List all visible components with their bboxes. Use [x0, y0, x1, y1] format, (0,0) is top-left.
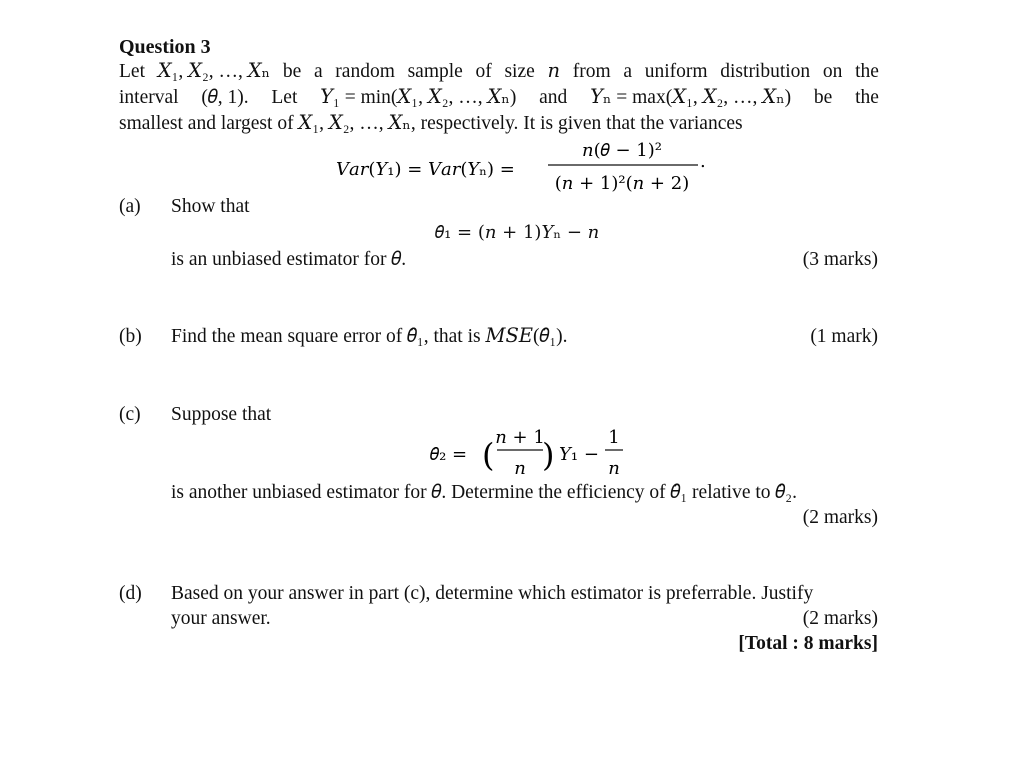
part-c-text: Suppose that [171, 404, 272, 425]
frac1-denominator: 𝑛 [514, 458, 526, 479]
part-b-text: Find the mean square error of 𝜃̂₁, that is 𝑀𝑆𝐸(𝜃̂₁). [171, 326, 568, 347]
intro-word: on [822, 61, 843, 82]
intro-word: size [504, 61, 535, 82]
variance-numerator: 𝑛(𝜃 − 1)² [582, 140, 662, 161]
frac2-numerator: 1 [608, 427, 620, 448]
part-a-marks: (3 marks) [802, 249, 878, 270]
frac1-numerator: 𝑛 + 1 [495, 427, 545, 448]
total-marks: [Total : 8 marks] [738, 633, 878, 654]
intro-word: sample [407, 61, 463, 82]
part-a-label: (a) [119, 196, 141, 217]
intro-word: and [539, 87, 568, 108]
intro-word: random [335, 61, 395, 82]
variance-lhs: 𝑉𝑎𝑟(𝑌₁) = 𝑉𝑎𝑟(𝑌ₙ) = [336, 159, 515, 180]
intro-line-2 [119, 88, 879, 108]
part-a-followup: is an unbiased estimator for 𝜃. [171, 249, 407, 270]
intro-word: the [855, 87, 879, 108]
part-b-marks: (1 mark) [810, 326, 878, 347]
part-d-line-1: Based on your answer in part (c), determine which estimator is preferrable. Justify [171, 583, 814, 604]
theta2-lhs: 𝜃̂₂ = [430, 444, 468, 465]
intro-word: a [623, 61, 633, 82]
intro-line-3: smallest and largest of 𝑋₁, 𝑋₂, …, 𝑋ₙ, respectively. It is given that the variances [119, 113, 743, 134]
intro-word: (𝜃, 1). [201, 87, 249, 108]
part-a-text: Show that [171, 196, 250, 217]
intro-word: be [282, 61, 302, 82]
part-c-followup: is another unbiased estimator for 𝜃. Determine the efficiency of 𝜃̂₁ relative to 𝜃̂₂. [171, 482, 797, 503]
theta2-formula [425, 424, 640, 482]
right-paren: ) [542, 436, 555, 474]
intro-word: from [572, 61, 611, 82]
intro-word: Let [119, 61, 145, 82]
part-d-label: (d) [119, 583, 142, 604]
variance-trail: . [700, 151, 706, 172]
part-c-label: (c) [119, 404, 141, 425]
intro-word: a [313, 61, 323, 82]
intro-word: 𝑌ₙ = max(𝑋₁, 𝑋₂, …, 𝑋ₙ) [590, 87, 792, 108]
intro-word: interval [119, 87, 179, 108]
theta2-mid: 𝑌₁ − [559, 444, 599, 465]
intro-word: 𝑛 [547, 61, 561, 82]
part-b-label: (b) [119, 326, 142, 347]
intro-word: distribution [720, 61, 811, 82]
variance-formula [330, 137, 720, 195]
variance-denominator: (𝑛 + 1)²(𝑛 + 2) [554, 173, 690, 194]
part-c-marks: (2 marks) [802, 507, 878, 528]
intro-word: the [855, 61, 879, 82]
part-a-equation: 𝜃̂₁ = (𝑛 + 1)𝑌ₙ − 𝑛 [435, 222, 600, 243]
intro-line-1 [119, 62, 879, 82]
intro-word: Let [271, 87, 298, 108]
frac2-denominator: 𝑛 [608, 458, 620, 479]
intro-word: be [813, 87, 833, 108]
part-d-line-2: your answer. [171, 608, 271, 629]
part-d-marks: (2 marks) [802, 608, 878, 629]
intro-word: of [475, 61, 492, 82]
intro-word: 𝑌₁ = min(𝑋₁, 𝑋₂, …, 𝑋ₙ) [320, 87, 517, 108]
left-paren: ( [482, 436, 495, 474]
intro-word: uniform [644, 61, 708, 82]
question-title: Question 3 [119, 36, 211, 58]
intro-word: 𝑋₁, 𝑋₂, …, 𝑋ₙ [157, 61, 271, 82]
